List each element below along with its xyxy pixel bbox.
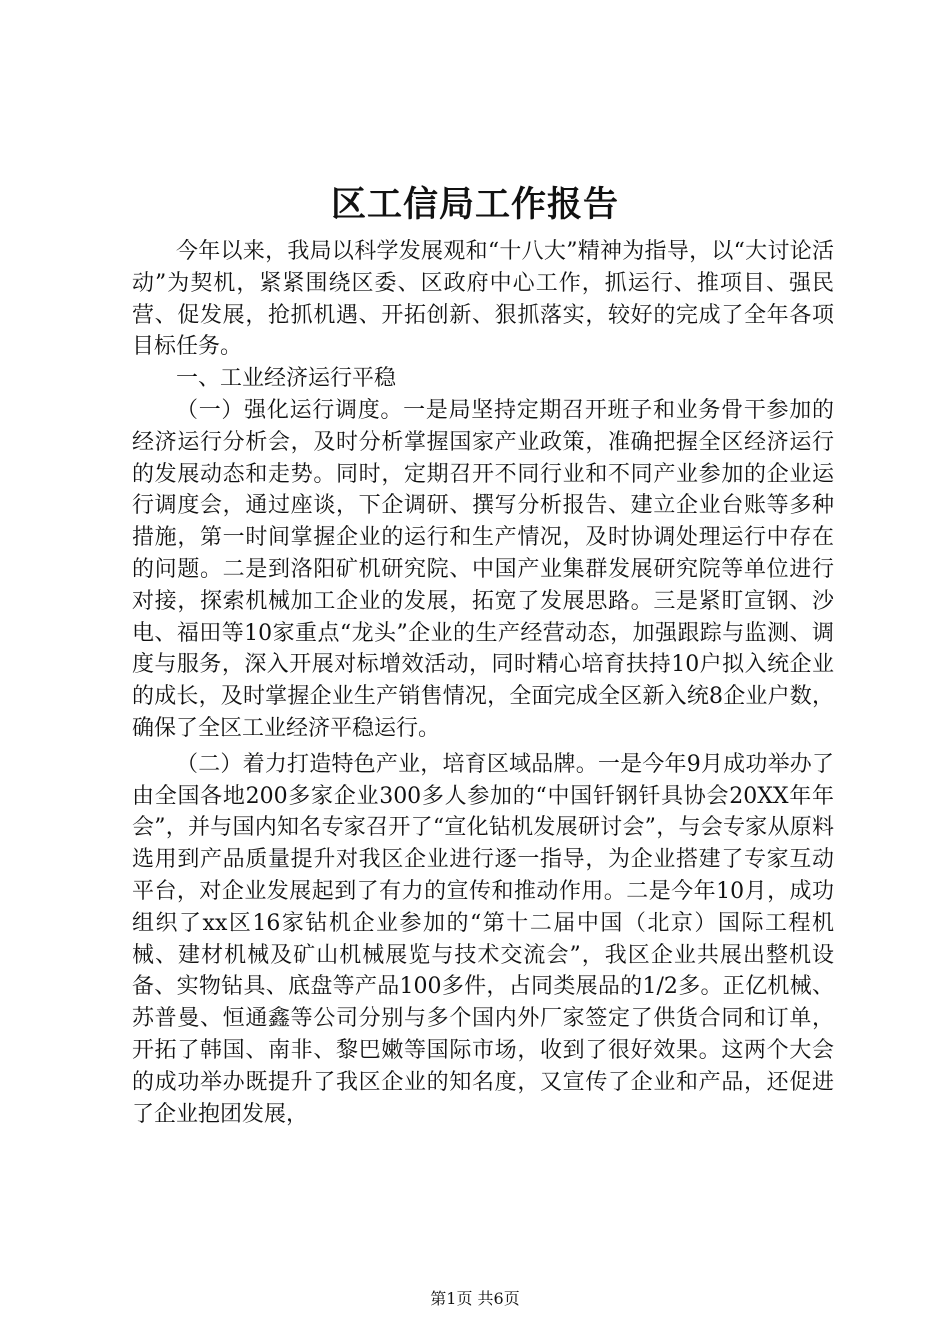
document-title: 区工信局工作报告 — [330, 184, 619, 225]
intro-paragraph: 今年以来，我局以科学发展观和“十八大”精神为指导，以“大讨论活动”为契机，紧紧围绕区委、区政府中心工作，抓运行、推项目、强民营、促发展，抢抓机遇、开拓创新、狠抓落实，较好的完成了全年各项目标任务。 — [132, 239, 834, 360]
page-number: 第1页 共6页 — [430, 1289, 520, 1308]
section-heading: 一、工业经济运行平稳 — [176, 366, 397, 392]
document-body — [132, 236, 834, 1130]
body-paragraph: （二）着力打造特色产业，培育区域品牌。一是今年9月成功举办了由全国各地200多家企业300多人参加的“中国钎钢钎具协会20XX年年会”，并与国内知名专家召开了“宣化钻机发展研讨会”，与会专家从原料选用到产品质量提升对我区企业进行逐一指导，为企业搭建了专家互动平台，对企业发展起到了有力的宣传和推动作用。二是今年10月，成功组织了xx区16家钻机企业参加的“第十二届中国（北京）国际工程机械、建材机械及矿山机械展览与技术交流会”，我区企业共展出整机设备、实物钻具、底盘等产品100多件，占同类展品的1/2多。正亿机械、苏普曼、恒通鑫等公司分别与多个国内外厂家签定了供货合同和订单，开拓了韩国、南非、黎巴嫩等国际市场，收到了很好效果。这两个大会的成功举办既提升了我区企业的知名度，又宣传了企业和产品，还促进了企业抱团发展， — [132, 751, 834, 1127]
body-paragraph: （一）强化运行调度。一是局坚持定期召开班子和业务骨干参加的经济运行分析会，及时分析掌握国家产业政策，准确把握全区经济运行的发展动态和走势。同时，定期召开不同行业和不同产业参加的企业运行调度会，通过座谈，下企调研、撰写分析报告、建立企业台账等多种措施，第一时间掌握企业的运行和生产情况，及时协调处理运行中存在的问题。二是到洛阳矿机研究院、中国产业集群发展研究院等单位进行对接，探索机械加工企业的发展，拓宽了发展思路。三是紧盯宣钢、沙电、福田等10家重点“龙头”企业的生产经营动态，加强跟踪与监测、调度与服务，深入开展对标增效活动，同时精心培育扶持10户拟入统企业的成长，及时掌握企业生产销售情况，全面完成全区新入统8企业户数，确保了全区工业经济平稳运行。 — [132, 397, 834, 741]
